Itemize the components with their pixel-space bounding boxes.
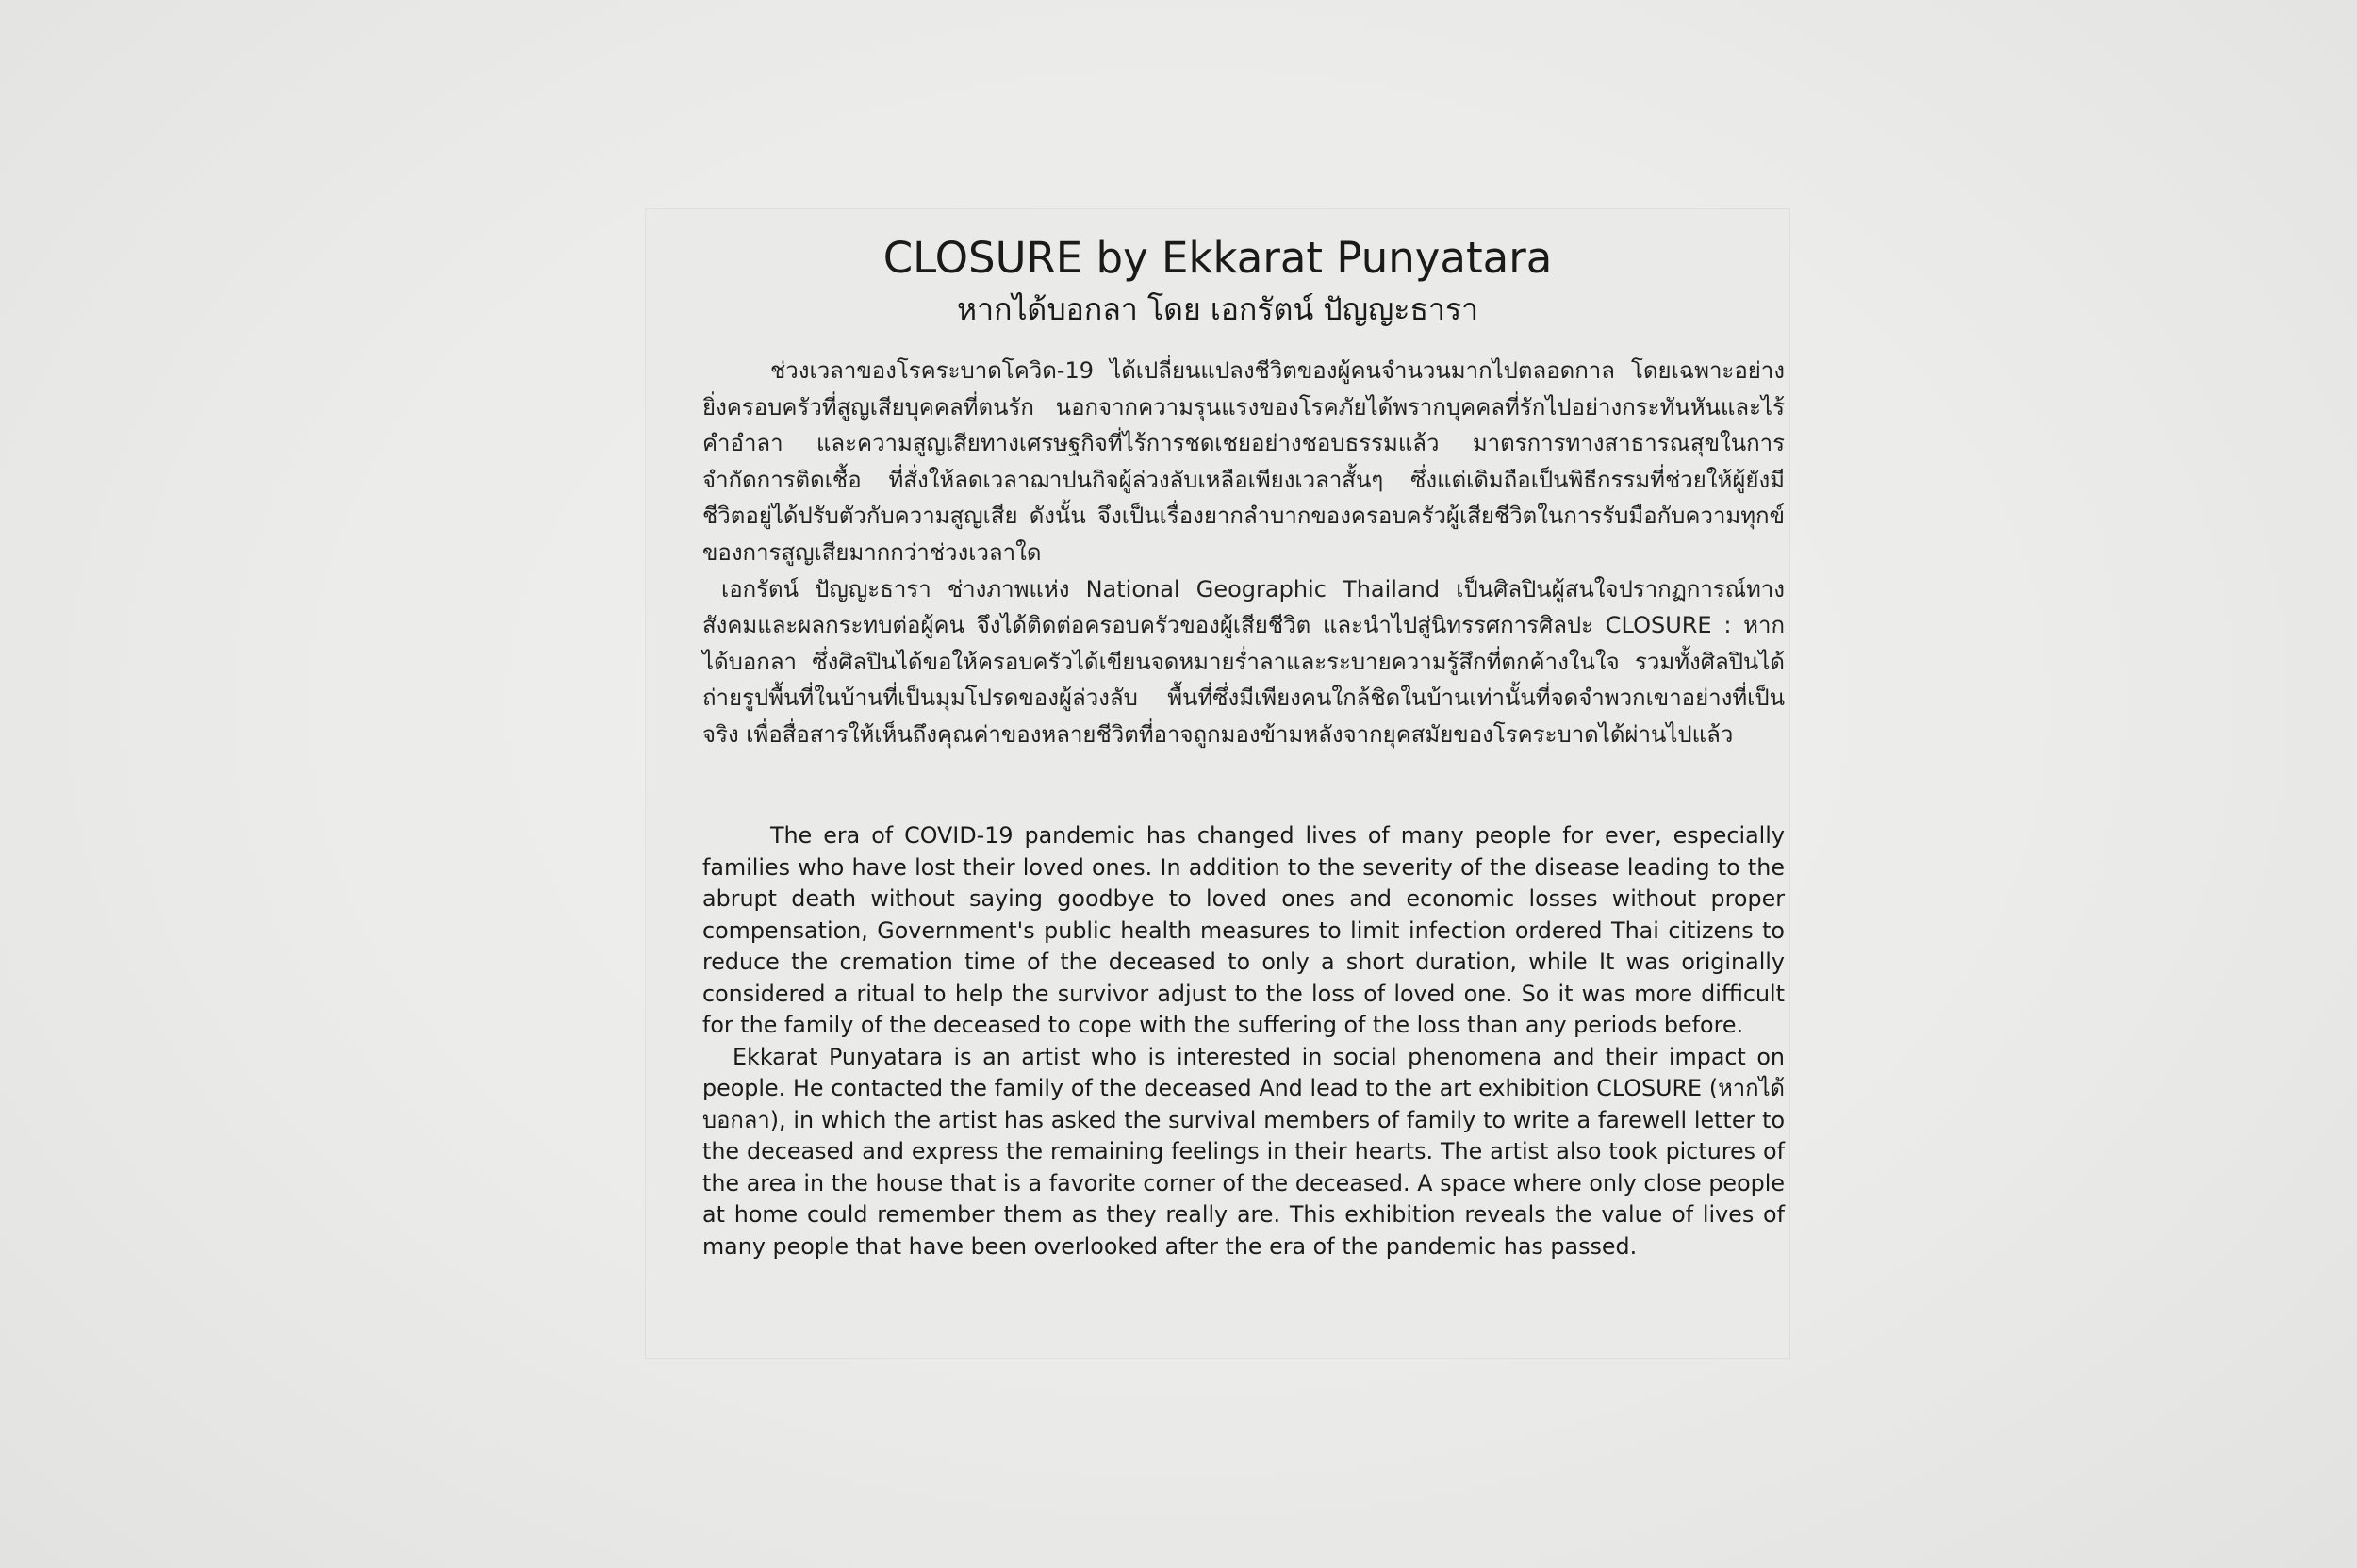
thai-paragraph: ช่วงเวลาของโรคระบาดโควิด-19 ได้เปลี่ยนแปลงชีวิตของผู้คนจำนวนมากไปตลอดกาล โดยเฉพาะอย่างยิ่งครอบครัวที่สูญเสียบุคคลที่ตนรัก นอกจากความรุนแรงของโรคภัยได้พรากบุคคลที่รักไปอย่างกระทันหันและไร้คำอำลา และความสูญเสียทางเศรษฐกิจที่ไร้การชดเชยอย่างชอบธรรมแล้ว มาตรการทางสาธารณสุขในการจำกัดการติดเชื้อ ที่สั่งให้ลดเวลาฌาปนกิจผู้ล่วงลับเหลือเพียงเวลาสั้นๆ ซึ่งแต่เดิมถือเป็นพิธีกรรมที่ช่วยให้ผู้ยังมีชีวิตอยู่ได้ปรับตัวกับความสูญเสีย ดังนั้น จึงเป็นเรื่องยากลำบากของครอบครัวผู้เสียชีวิตในการรับมือกับความทุกข์ของการสูญเสียมากกว่าช่วงเวลาใด — [702, 357, 1785, 566]
english-paragraph: The era of COVID-19 pandemic has changed lives of many people for ever, especially families who have lost their loved ones. In addition to the severity of the disease leading to the abrupt death without saying goodbye to loved ones and economic losses without proper compensation, Government's public health measures to limit infection ordered Thai citizens to reduce the cremation time of the deceased to only a short duration, while It was originally considered a ritual to help the survivor adjust to the loss of loved one. So it was more difficult for the family of the deceased to cope with the suffering of the loss than any periods before. — [702, 822, 1785, 1038]
exhibition-placard — [646, 209, 1789, 1358]
thai-description — [702, 353, 1785, 753]
placard-subtitle-thai: หากได้บอกลา โดย เอกรัตน์ ปัญญะธารา — [957, 291, 1479, 327]
english-paragraph: Ekkarat Punyatara is an artist who is interested in social phenomena and their impact on people. He contacted the family of the deceased And lead to the art exhibition CLOSURE (หากได้บอกลา), in which the artist has asked the survival members of family to write a farewell letter to the deceased and express the remaining feelings in their hearts. The artist also took pictures of the area in the house that is a favorite corner of the deceased. A space where only close people at home could remember them as they really are. This exhibition reveals the value of lives of many people that have been overlooked after the era of the pandemic has passed. — [702, 1043, 1785, 1260]
english-description — [702, 820, 1785, 1263]
thai-paragraph: เอกรัตน์ ปัญญะธารา ช่างภาพแห่ง National Geographic Thailand เป็นศิลปินผู้สนใจปรากฏการณ์ทางสังคมและผลกระทบต่อผู้คน จึงได้ติดต่อครอบครัวของผู้เสียชีวิต และนำไปสู่นิทรรศการศิลปะ CLOSURE : หากได้บอกลา ซึ่งศิลปินได้ขอให้ครอบครัวได้เขียนจดหมายร่ำลาและระบายความรู้สึกที่ตกค้างในใจ รวมทั้งศิลปินได้ถ่ายรูปพื้นที่ในบ้านที่เป็นมุมโปรดของผู้ล่วงลับ พื้นที่ซึ่งมีเพียงคนใกล้ชิดในบ้านเท่านั้นที่จดจำพวกเขาอย่างที่เป็นจริง เพื่อสื่อสารให้เห็นถึงคุณค่าของหลายชีวิตที่อาจถูกมองข้ามหลังจากยุคสมัยของโรคระบาดได้ผ่านไปแล้ว — [702, 575, 1785, 748]
placard-title: CLOSURE by Ekkarat Punyatara — [882, 233, 1553, 283]
